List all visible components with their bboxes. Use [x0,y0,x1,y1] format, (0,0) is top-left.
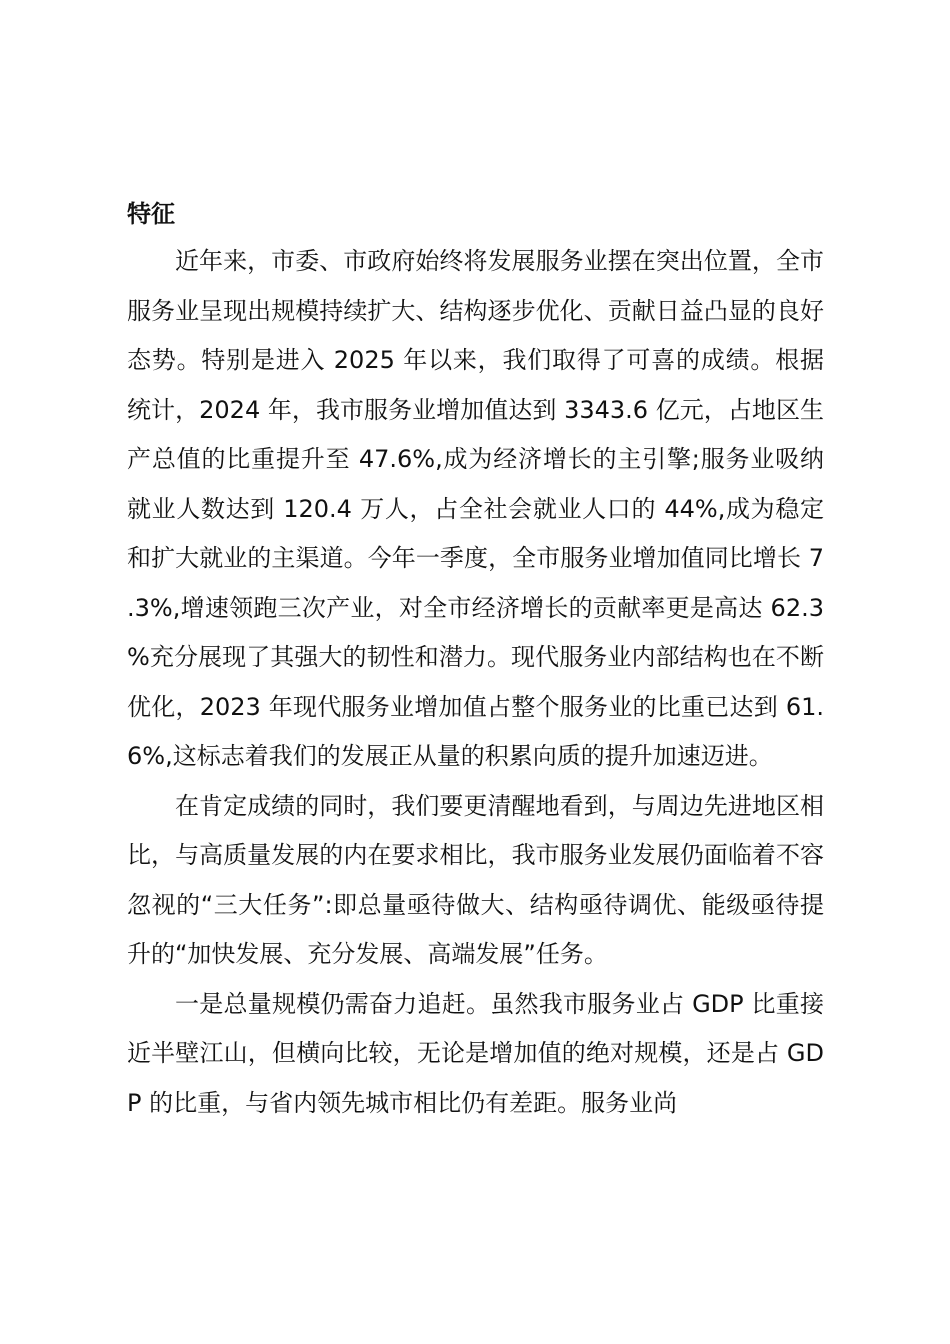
paragraph-total-scale: 一是总量规模仍需奋力追赶。虽然我市服务业占 GDP 比重接近半壁江山，但横向比较，无论是增加值的绝对规模，还是占 GDP 的比重，与省内领先城市相比仍有差距。服务业尚 [127,989,824,1117]
paragraph-achievements: 近年来，市委、市政府始终将发展服务业摆在突出位置，全市服务业呈现出规模持续扩大、结构逐步优化、贡献日益凸显的良好态势。特别是进入 2025 年以来，我们取得了可喜的成绩。根据统计，2024 年，我市服务业增加值达到 3343.6 亿元，占地区生产总值的比重提升至 47.6%,成为经济增长的主引擎;服务业吸纳就业人数达到 120.4 万人，占全社会就业人口的 44%,成为稳定和扩大就业的主渠道。今年一季度，全市服务业增加值同比增长 7.3%,增速领跑三次产业，对全市经济增长的贡献率更是高达 62.3%充分展现了其强大的韧性和潜力。现代服务业内部结构也在不断优化，2023 年现代服务业增加值占整个服务业的比重已达到 61.6%,这标志着我们的发展正从量的积累向质的提升加速迈进。 [127,247,824,770]
paragraph-challenges: 在肯定成绩的同时，我们要更清醒地看到，与周边先进地区相比，与高质量发展的内在要求相比，我市服务业发展仍面临着不容忽视的“三大任务”:即总量亟待做大、结构亟待调优、能级亟待提升的“加快发展、充分发展、高端发展”任务。 [127,791,824,968]
document-body [127,192,824,1128]
section-heading: 特征 [127,200,175,228]
